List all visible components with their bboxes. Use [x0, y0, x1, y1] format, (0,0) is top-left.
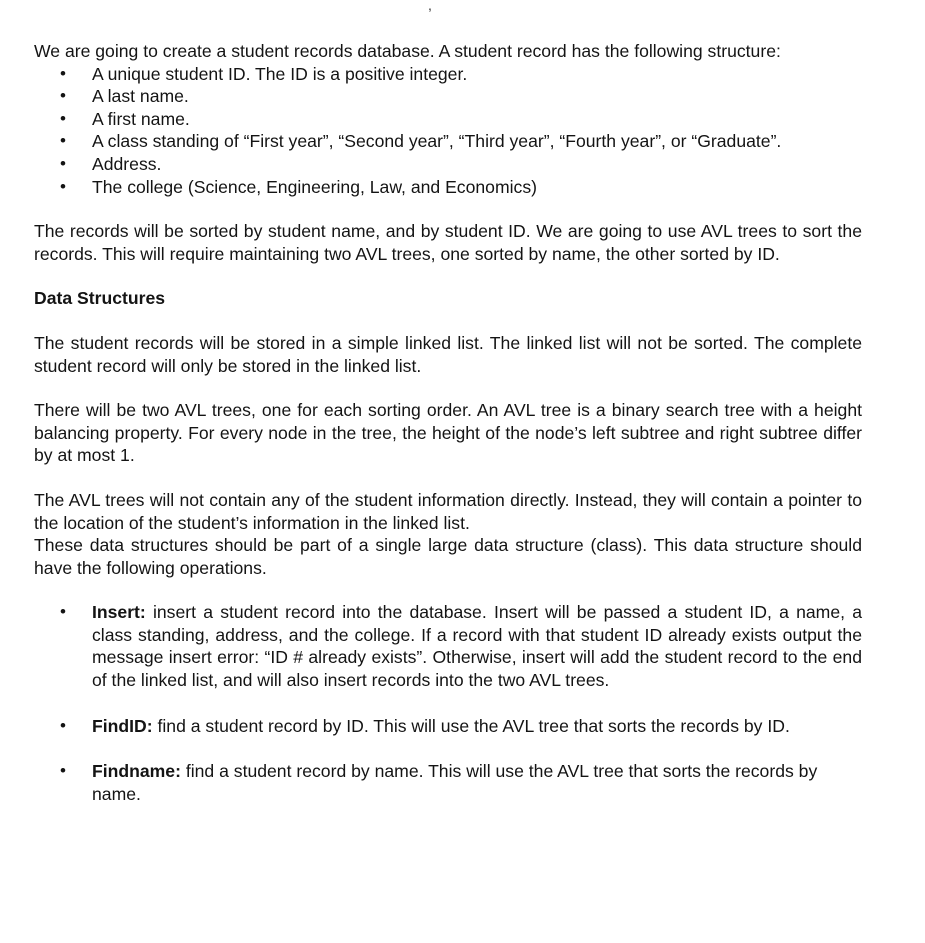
operation-findname	[34, 760, 862, 805]
operation-description: find a student record by name. This will use the AVL tree that sorts the records by name.	[92, 761, 818, 804]
pointer-paragraph: The AVL trees will not contain any of the student information directly. Instead, they will contain a pointer to the location of the student’s information in the linked list.	[34, 489, 862, 533]
operation-findid	[34, 715, 862, 738]
list-item: • A unique student ID. The ID is a positive integer.	[34, 63, 862, 86]
sorting-paragraph: The records will be sorted by student name, and by student ID. We are going to use AVL trees to sort the records. This will require maintaining two AVL trees, one sorted by name, the other sorted by ID.	[34, 221, 862, 264]
document-page	[34, 40, 862, 805]
linked-list-paragraph: The student records will be stored in a simple linked list. The linked list will not be sorted. The complete student record will only be stored in the linked list.	[34, 332, 862, 376]
operation-name: Findname:	[92, 761, 181, 782]
intro-paragraph: We are going to create a student records database. A student record has the following structure:	[34, 41, 781, 61]
record-fields-list	[34, 63, 862, 199]
section-heading: Data Structures	[34, 288, 166, 309]
avl-paragraph: There will be two AVL trees, one for each sorting order. An AVL tree is a binary search tree with a height balancing property. For every node in the tree, the height of the node’s left subtree and right subtree differ by at most 1.	[34, 400, 862, 466]
list-item: • Address.	[34, 153, 862, 176]
operation-insert	[34, 601, 862, 691]
page-top-mark: ,	[428, 0, 432, 13]
list-item: • A first name.	[34, 108, 862, 131]
operation-description: find a student record by ID. This will use the AVL tree that sorts the records by ID.	[152, 715, 790, 736]
operation-description: insert a student record into the database. Insert will be passed a student ID, a name, a class standing, address, and the college. If a record with that student ID already exists output the message insert error: “ID # already exists”. Otherwise, insert will add the student record to the end of the linked list, and will also insert records into the two AVL trees.	[92, 602, 862, 691]
operation-name: Insert:	[92, 602, 146, 623]
list-item: • The college (Science, Engineering, Law, and Economics)	[34, 176, 862, 199]
list-item: • A last name.	[34, 85, 862, 108]
class-paragraph: These data structures should be part of a single large data structure (class). This data structure should have the following operations.	[34, 535, 862, 578]
operations-list	[34, 601, 862, 805]
list-item: • A class standing of “First year”, “Second year”, “Third year”, “Fourth year”, or “Graduate”.	[34, 130, 862, 153]
operation-name: FindID:	[92, 715, 153, 736]
